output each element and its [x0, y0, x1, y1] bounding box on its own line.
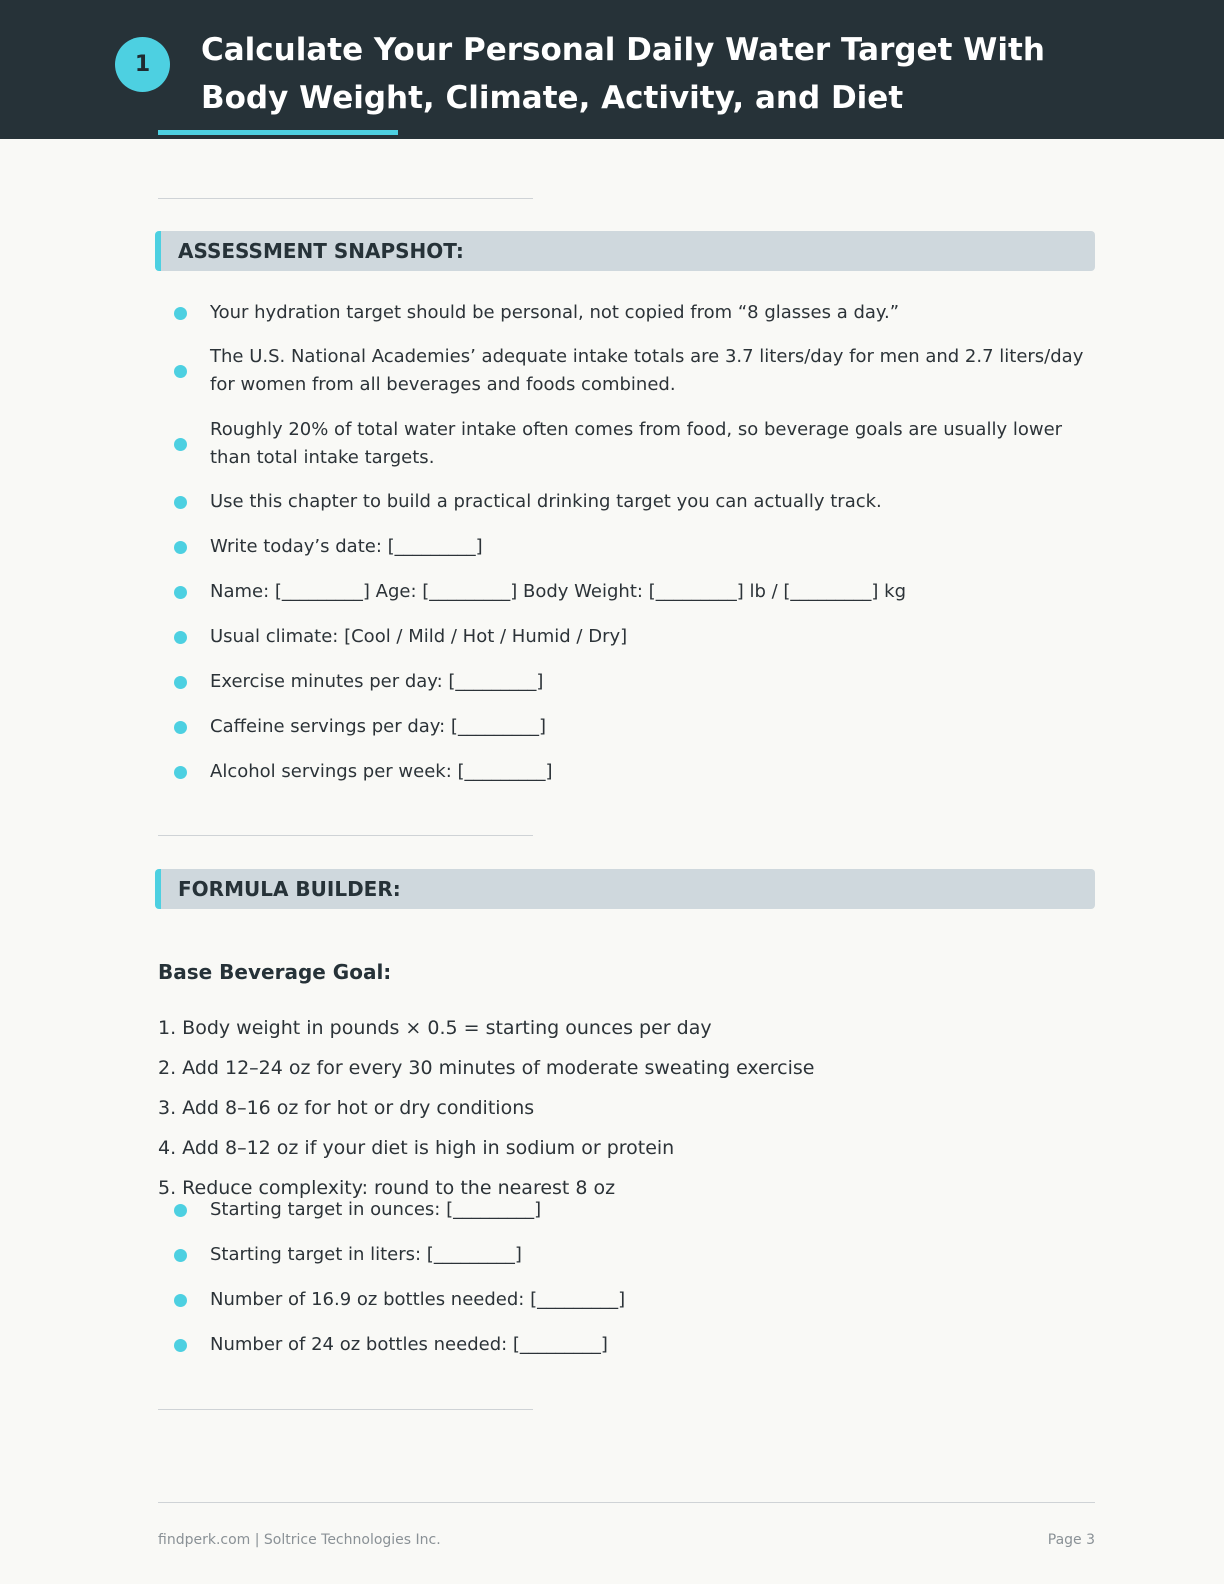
page-number: Page 3 — [1047, 1532, 1095, 1548]
list-item: The U.S. National Academies’ adequate intake totals are 3.7 liters/day for men and 2.7 liters/day for women from all beverages and foods combined. — [172, 343, 1102, 399]
formula-heading: FORMULA BUILDER: — [155, 869, 1095, 909]
chapter-number-badge: 1 — [115, 37, 170, 92]
list-item: Starting target in ounces: [_________] — [172, 1196, 1102, 1224]
formula-step: 1. Body weight in pounds × 0.5 = starting ounces per day — [158, 1017, 712, 1039]
base-goal-subheading: Base Beverage Goal: — [158, 960, 392, 984]
formula-step: 4. Add 8–12 oz if your diet is high in sodium or protein — [158, 1137, 675, 1159]
formula-step: 3. Add 8–16 oz for hot or dry conditions — [158, 1097, 535, 1119]
list-item: Caffeine servings per day: [_________] — [172, 713, 1102, 741]
section-divider — [158, 198, 533, 199]
section-divider — [158, 1409, 533, 1410]
footer-source: findperk.com | Soltrice Technologies Inc. — [158, 1532, 441, 1548]
formula-step: 5. Reduce complexity: round to the nearest 8 oz — [158, 1177, 616, 1199]
footer-divider — [158, 1502, 1095, 1503]
list-item: Roughly 20% of total water intake often comes from food, so beverage goals are usually lower than total intake targets. — [172, 416, 1102, 472]
list-item: Alcohol servings per week: [_________] — [172, 758, 1102, 786]
list-item: Your hydration target should be personal, not copied from “8 glasses a day.” — [172, 299, 1102, 327]
list-item: Exercise minutes per day: [_________] — [172, 668, 1102, 696]
chapter-header — [0, 0, 1224, 139]
header-accent-bar — [158, 130, 398, 135]
chapter-title: Calculate Your Personal Daily Water Target With Body Weight, Climate, Activity, and Diet — [201, 32, 1045, 116]
assessment-heading: ASSESSMENT SNAPSHOT: — [155, 231, 1095, 271]
list-item: Number of 16.9 oz bottles needed: [_________] — [172, 1286, 1102, 1314]
list-item: Write today’s date: [_________] — [172, 533, 1102, 561]
list-item: Starting target in liters: [_________] — [172, 1241, 1102, 1269]
section-divider — [158, 835, 533, 836]
list-item: Name: [_________] Age: [_________] Body Weight: [_________] lb / [_________] kg — [172, 578, 1102, 606]
formula-step: 2. Add 12–24 oz for every 30 minutes of moderate sweating exercise — [158, 1057, 815, 1079]
list-item: Use this chapter to build a practical drinking target you can actually track. — [172, 488, 1102, 516]
formula-steps — [158, 1008, 815, 1208]
list-item: Number of 24 oz bottles needed: [_________] — [172, 1331, 1102, 1359]
list-item: Usual climate: [Cool / Mild / Hot / Humid / Dry] — [172, 623, 1102, 651]
